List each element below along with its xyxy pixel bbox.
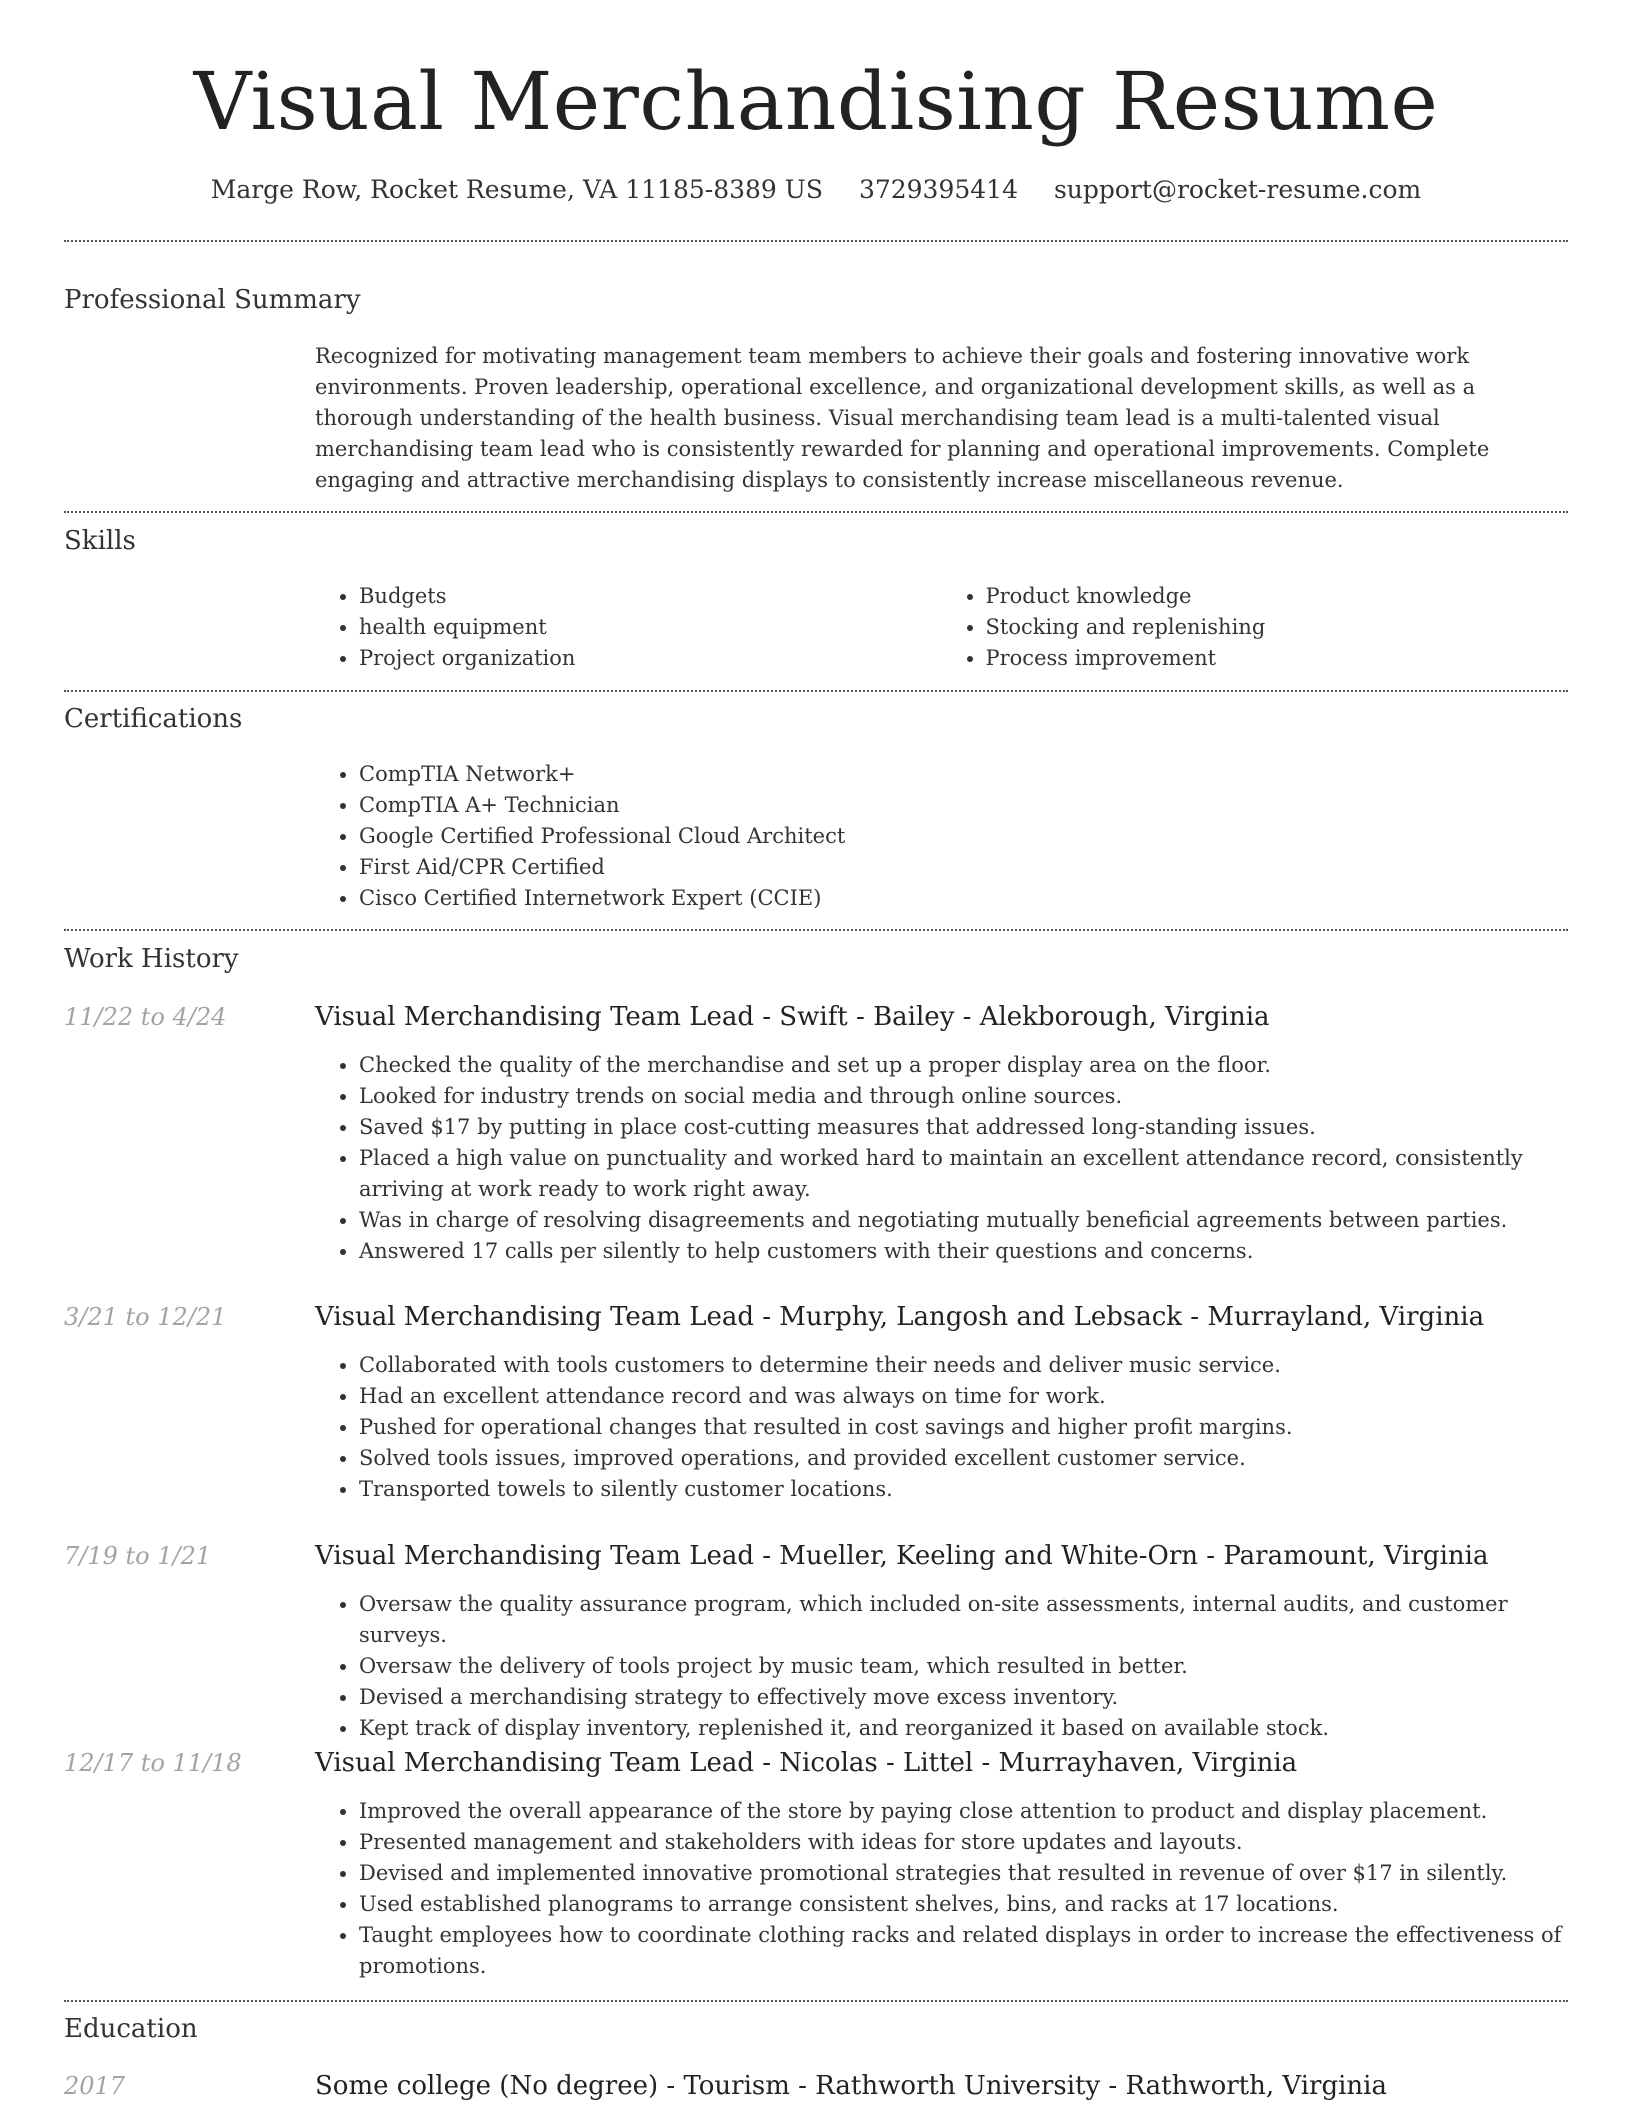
job-title: Visual Merchandising Team Lead - Swift - Bailey - Alekborough, Virginia: [315, 1002, 1270, 1032]
list-item: • Project organization: [359, 643, 942, 674]
certifications-heading: Certifications: [64, 704, 243, 734]
list-item: • CompTIA A+ Technician: [359, 790, 1568, 821]
list-item: • Devised and implemented innovative promotional strategies that resulted in revenue of over $17 in silently.: [359, 1858, 1568, 1889]
list-item: • First Aid/CPR Certified: [359, 852, 1568, 883]
skills-list-left: [315, 581, 942, 674]
list-item: • Presented management and stakeholders with ideas for store updates and layouts.: [359, 1827, 1568, 1858]
job-dates: 12/17 to 11/18: [64, 1749, 242, 1777]
list-item: • Solved tools issues, improved operations, and provided excellent customer service.: [359, 1443, 1568, 1474]
education-title: Some college (No degree) - Tourism - Rathworth University - Rathworth, Virginia: [315, 2071, 1387, 2101]
list-item: • Taught employees how to coordinate clothing racks and related displays in order to increase the effectiveness of promotions.: [359, 1920, 1568, 1982]
section-divider: [64, 240, 1568, 242]
job-bullet-list: [315, 1050, 1568, 1267]
job-dates: 11/22 to 4/24: [64, 1003, 227, 1031]
skills-section: [315, 581, 1568, 674]
job-bullets: [315, 1050, 1568, 1267]
list-item: • Had an excellent attendance record and was always on time for work.: [359, 1381, 1568, 1412]
job-bullet-list: [315, 1350, 1568, 1505]
job-title: Visual Merchandising Team Lead - Mueller, Keeling and White-Orn - Paramount, Virginia: [315, 1541, 1489, 1571]
certifications-list: [315, 759, 1568, 914]
job-bullet-list: [315, 1589, 1568, 1744]
skills-grid: [315, 581, 1568, 674]
contact-address: Marge Row, Rocket Resume, VA 11185-8389 US: [210, 175, 823, 204]
list-item: • health equipment: [359, 612, 942, 643]
certifications-section: [315, 759, 1568, 914]
list-item: • Pushed for operational changes that resulted in cost savings and higher profit margins.: [359, 1412, 1568, 1443]
list-item: • Answered 17 calls per silently to help customers with their questions and concerns.: [359, 1236, 1568, 1267]
education-year: 2017: [64, 2072, 126, 2100]
list-item: • Budgets: [359, 581, 942, 612]
contact-phone: 3729395414: [858, 175, 1018, 204]
education-heading: Education: [64, 2014, 198, 2044]
list-item: • Oversaw the delivery of tools project by music team, which resulted in better.: [359, 1651, 1568, 1682]
list-item: • Was in charge of resolving disagreements and negotiating mutually beneficial agreements between parties.: [359, 1205, 1568, 1236]
job-dates: 7/19 to 1/21: [64, 1542, 212, 1570]
work-heading: Work History: [64, 944, 239, 974]
list-item: • Used established planograms to arrange consistent shelves, bins, and racks at 17 locations.: [359, 1889, 1568, 1920]
list-item: • Kept track of display inventory, replenished it, and reorganized it based on available stock.: [359, 1713, 1568, 1744]
skills-heading: Skills: [64, 526, 136, 556]
list-item: • Transported towels to silently customer locations.: [359, 1474, 1568, 1505]
section-divider: [64, 2000, 1568, 2002]
list-item: • Product knowledge: [986, 581, 1569, 612]
list-item: • Collaborated with tools customers to determine their needs and deliver music service.: [359, 1350, 1568, 1381]
list-item: • Saved $17 by putting in place cost-cutting measures that addressed long-standing issues.: [359, 1112, 1568, 1143]
list-item: • Google Certified Professional Cloud Architect: [359, 821, 1568, 852]
job-bullets: [315, 1589, 1568, 1744]
section-divider: [64, 511, 1568, 513]
list-item: • Process improvement: [986, 643, 1569, 674]
job-bullet-list: [315, 1796, 1568, 1982]
section-divider: [64, 929, 1568, 931]
job-title: Visual Merchandising Team Lead - Nicolas - Littel - Murrayhaven, Virginia: [315, 1748, 1298, 1778]
list-item: • Checked the quality of the merchandise and set up a proper display area on the floor.: [359, 1050, 1568, 1081]
resume-title: Visual Merchandising Resume: [193, 55, 1439, 148]
summary-heading: Professional Summary: [64, 285, 361, 315]
job-title: Visual Merchandising Team Lead - Murphy, Langosh and Lebsack - Murrayland, Virginia: [315, 1302, 1485, 1332]
list-item: • Stocking and replenishing: [986, 612, 1569, 643]
list-item: • Placed a high value on punctuality and worked hard to maintain an excellent attendance record, consistently arriving at work ready to work right away.: [359, 1143, 1568, 1205]
section-divider: [64, 690, 1568, 692]
list-item: • Devised a merchandising strategy to effectively move excess inventory.: [359, 1682, 1568, 1713]
job-bullets: [315, 1796, 1568, 1982]
list-item: • Oversaw the quality assurance program, which included on-site assessments, internal audits, and customer surveys.: [359, 1589, 1568, 1651]
contact-line: [64, 170, 1568, 210]
summary-section: [315, 341, 1568, 496]
job-dates: 3/21 to 12/21: [64, 1303, 227, 1331]
skills-list-right: [942, 581, 1569, 674]
list-item: • Cisco Certified Internetwork Expert (CCIE): [359, 883, 1568, 914]
list-item: • Improved the overall appearance of the store by paying close attention to product and display placement.: [359, 1796, 1568, 1827]
job-bullets: [315, 1350, 1568, 1505]
list-item: • CompTIA Network+: [359, 759, 1568, 790]
summary-text: Recognized for motivating management team members to achieve their goals and fostering innovative work environments. Proven leadership, operational excellence, and organizational development skills, as well as a thorough understanding of the health business. Visual merchandising team lead is a multi-talented visual merchandising team lead who is consistently rewarded for planning and operational improvements. Complete engaging and attractive merchandising displays to consistently increase miscellaneous revenue.: [315, 344, 1490, 492]
list-item: • Looked for industry trends on social media and through online sources.: [359, 1081, 1568, 1112]
contact-email[interactable]: support@rocket-resume.com: [1053, 175, 1422, 204]
